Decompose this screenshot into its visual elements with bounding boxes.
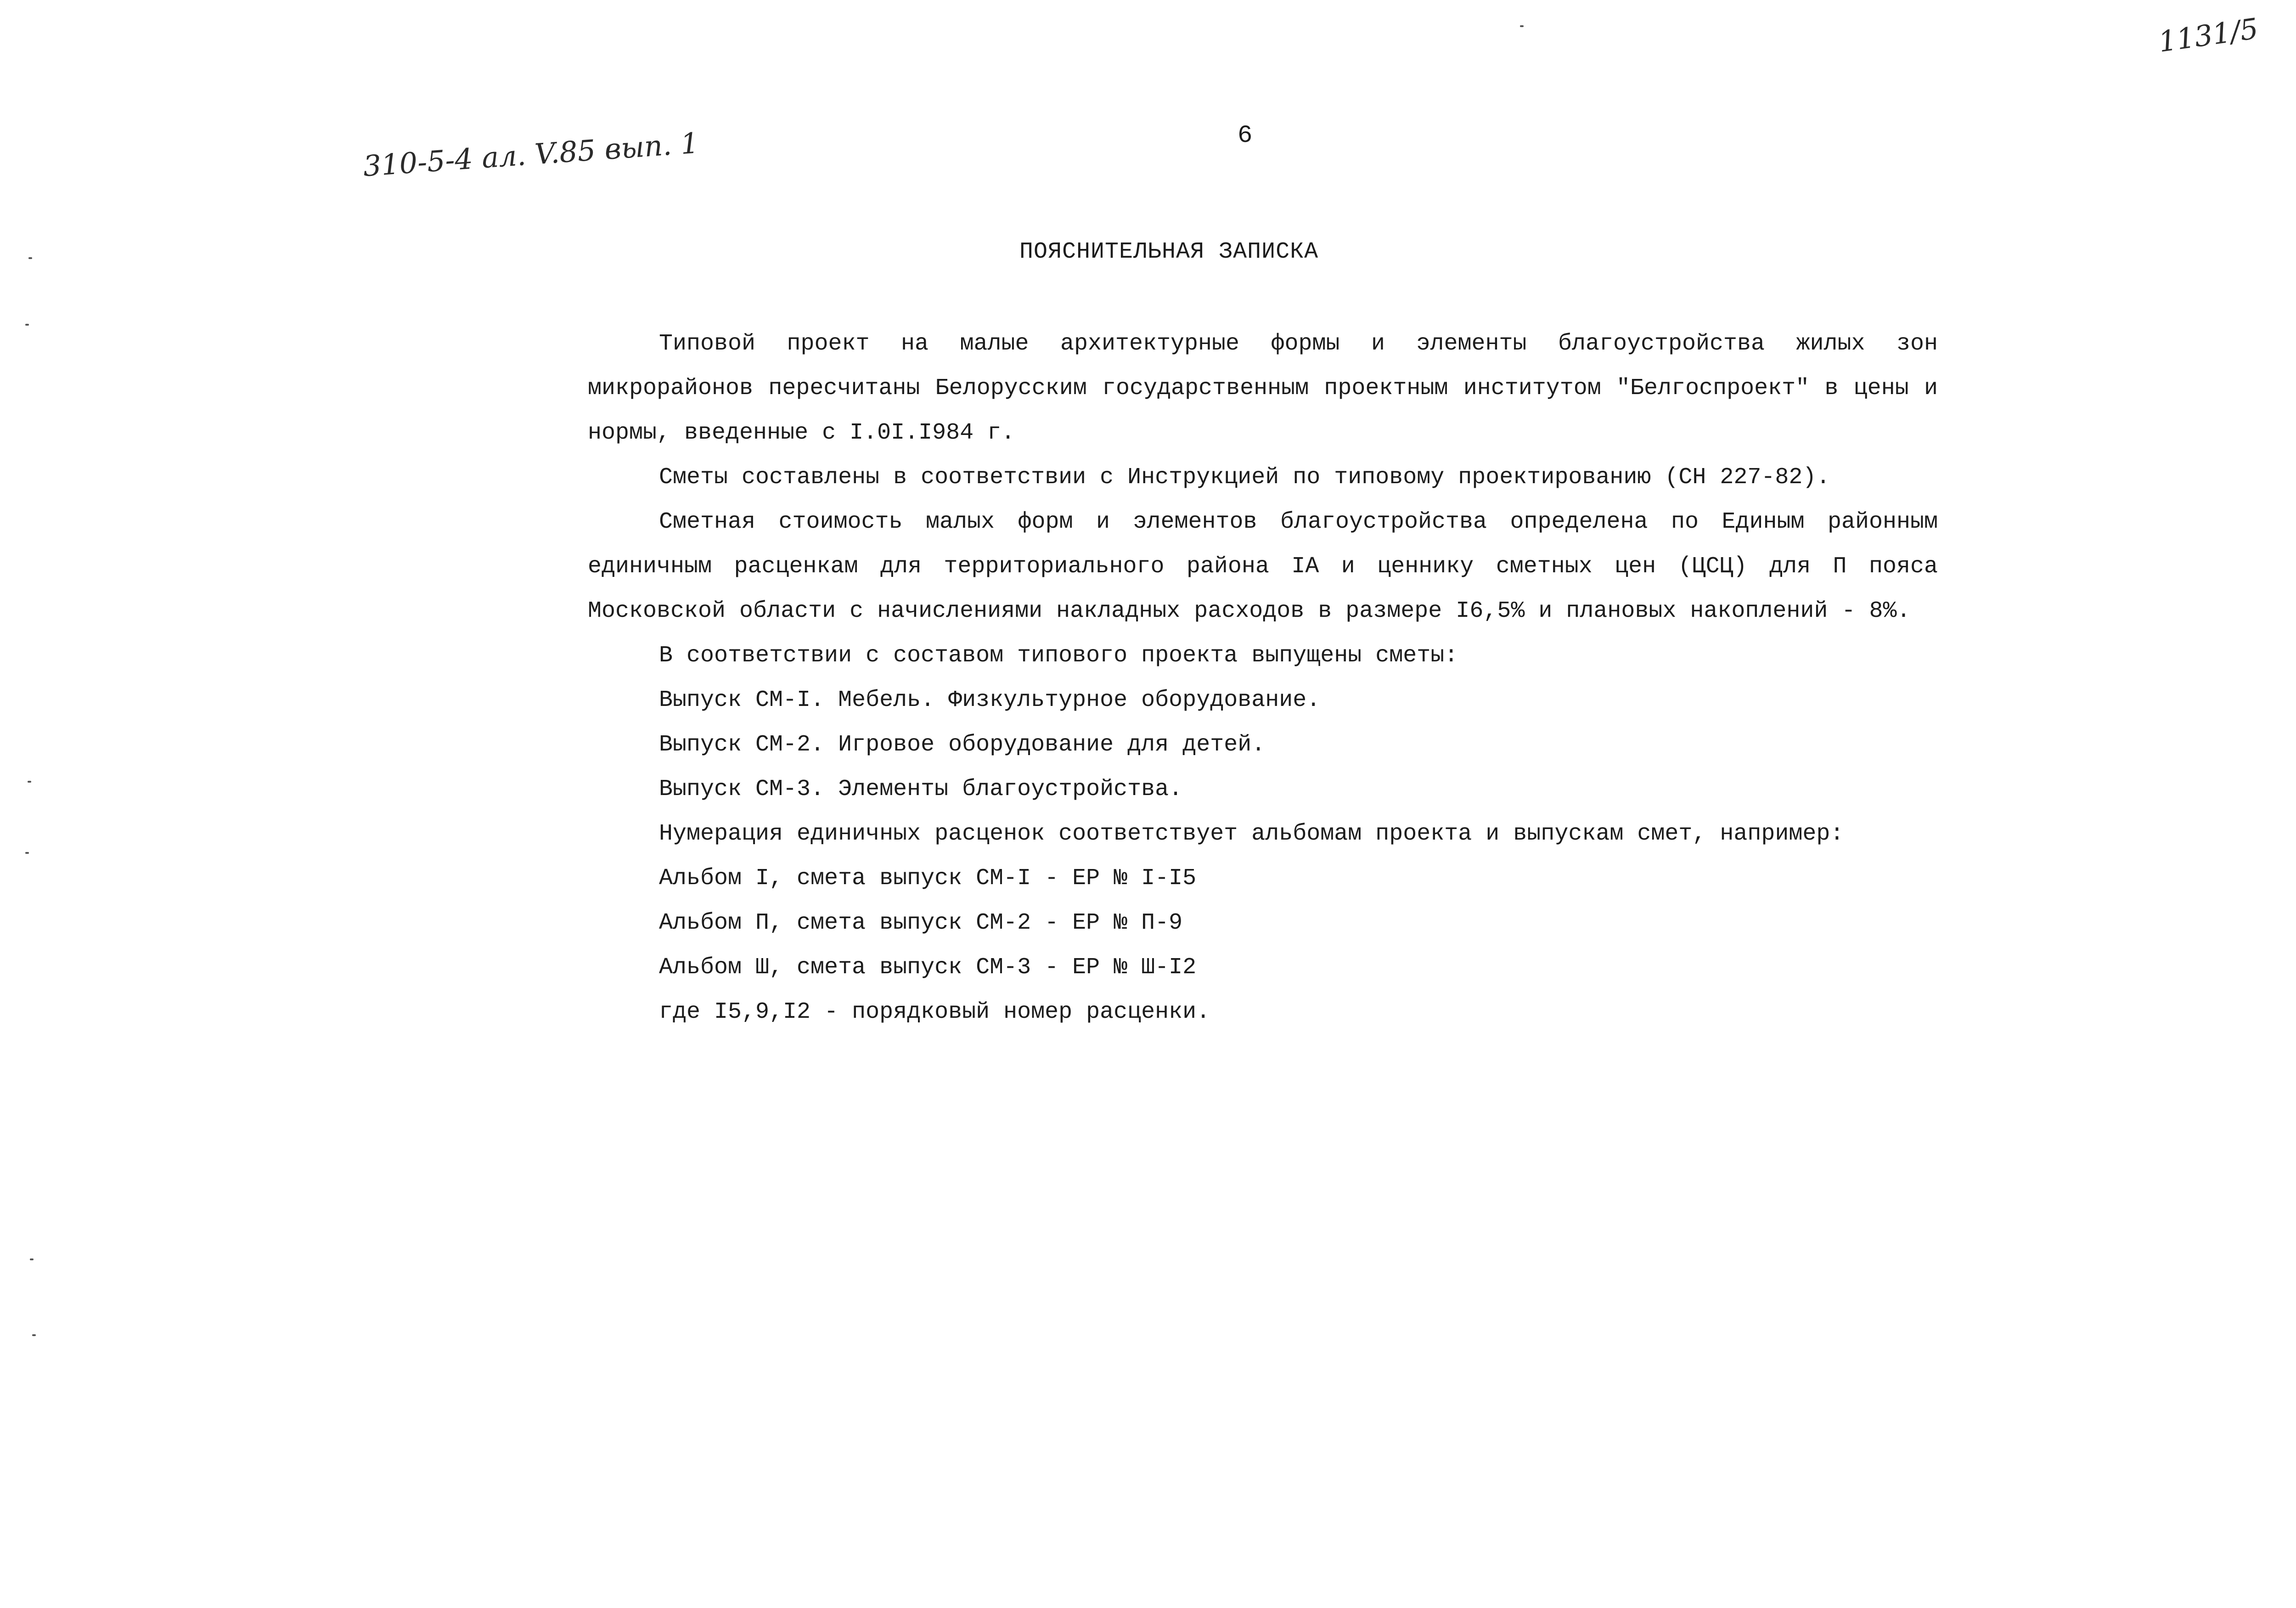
estimate-issue-line: Выпуск СМ-3. Элементы благоустройства. — [659, 776, 1183, 802]
paragraph: Типовой проект на малые архитектурные формы и элементы благоустройства жилых зон микрорайонов пересчитаны Белорусским государственным проектным институтом "Белгоспроект" в цены и нормы, введенные с I.0I.I984 г. — [588, 331, 1938, 446]
handwritten-sheet-number: 1131/5 — [2156, 11, 2261, 59]
document-title: ПОЯСНИТЕЛЬНАЯ ЗАПИСКА — [1019, 239, 1319, 265]
handwritten-margin-note: 310-5-4 ал. V.85 вып. 1 — [362, 126, 700, 183]
scan-speck — [30, 1258, 34, 1260]
scan-speck — [28, 257, 32, 259]
scan-speck — [25, 324, 29, 326]
album-example-line: Альбом П, смета выпуск СМ-2 - ЕР № П-9 — [659, 910, 1183, 936]
paragraph: Сметная стоимость малых форм и элементов благоустройства определена по Единым районным единичным расценкам для территориального района IА и ценнику сметных цен (ЦСЦ) для П пояса Московской области с начислениями накладных расходов в размере I6,5% и плановых накоплений - 8%. — [588, 509, 1938, 624]
numbering-explanation: где I5,9,I2 - порядковый номер расценки. — [659, 999, 1210, 1025]
album-example-line: Альбом Ш, смета выпуск СМ-3 - ЕР № Ш-I2 — [659, 954, 1197, 981]
numbering-note: Нумерация единичных расценок соответствует альбомам проекта и выпускам смет, например: — [659, 821, 1844, 847]
scan-speck — [1520, 25, 1524, 27]
scan-speck — [25, 852, 29, 854]
scan-speck — [32, 1334, 36, 1336]
paragraph: Сметы составлены в соответствии с Инструкцией по типовому проектированию (СН 227-82). — [659, 464, 1830, 491]
document-body — [588, 322, 1938, 1034]
scan-speck — [28, 781, 31, 783]
page-number: 6 — [1238, 122, 1253, 150]
estimate-issue-line: Выпуск СМ-2. Игровое оборудование для детей. — [659, 732, 1266, 758]
estimate-issue-line: Выпуск СМ-I. Мебель. Физкультурное оборудование. — [659, 687, 1321, 713]
album-example-line: Альбом I, смета выпуск СМ-I - ЕР № I-I5 — [659, 865, 1197, 891]
paragraph: В соответствии с составом типового проекта выпущены сметы: — [659, 643, 1458, 669]
